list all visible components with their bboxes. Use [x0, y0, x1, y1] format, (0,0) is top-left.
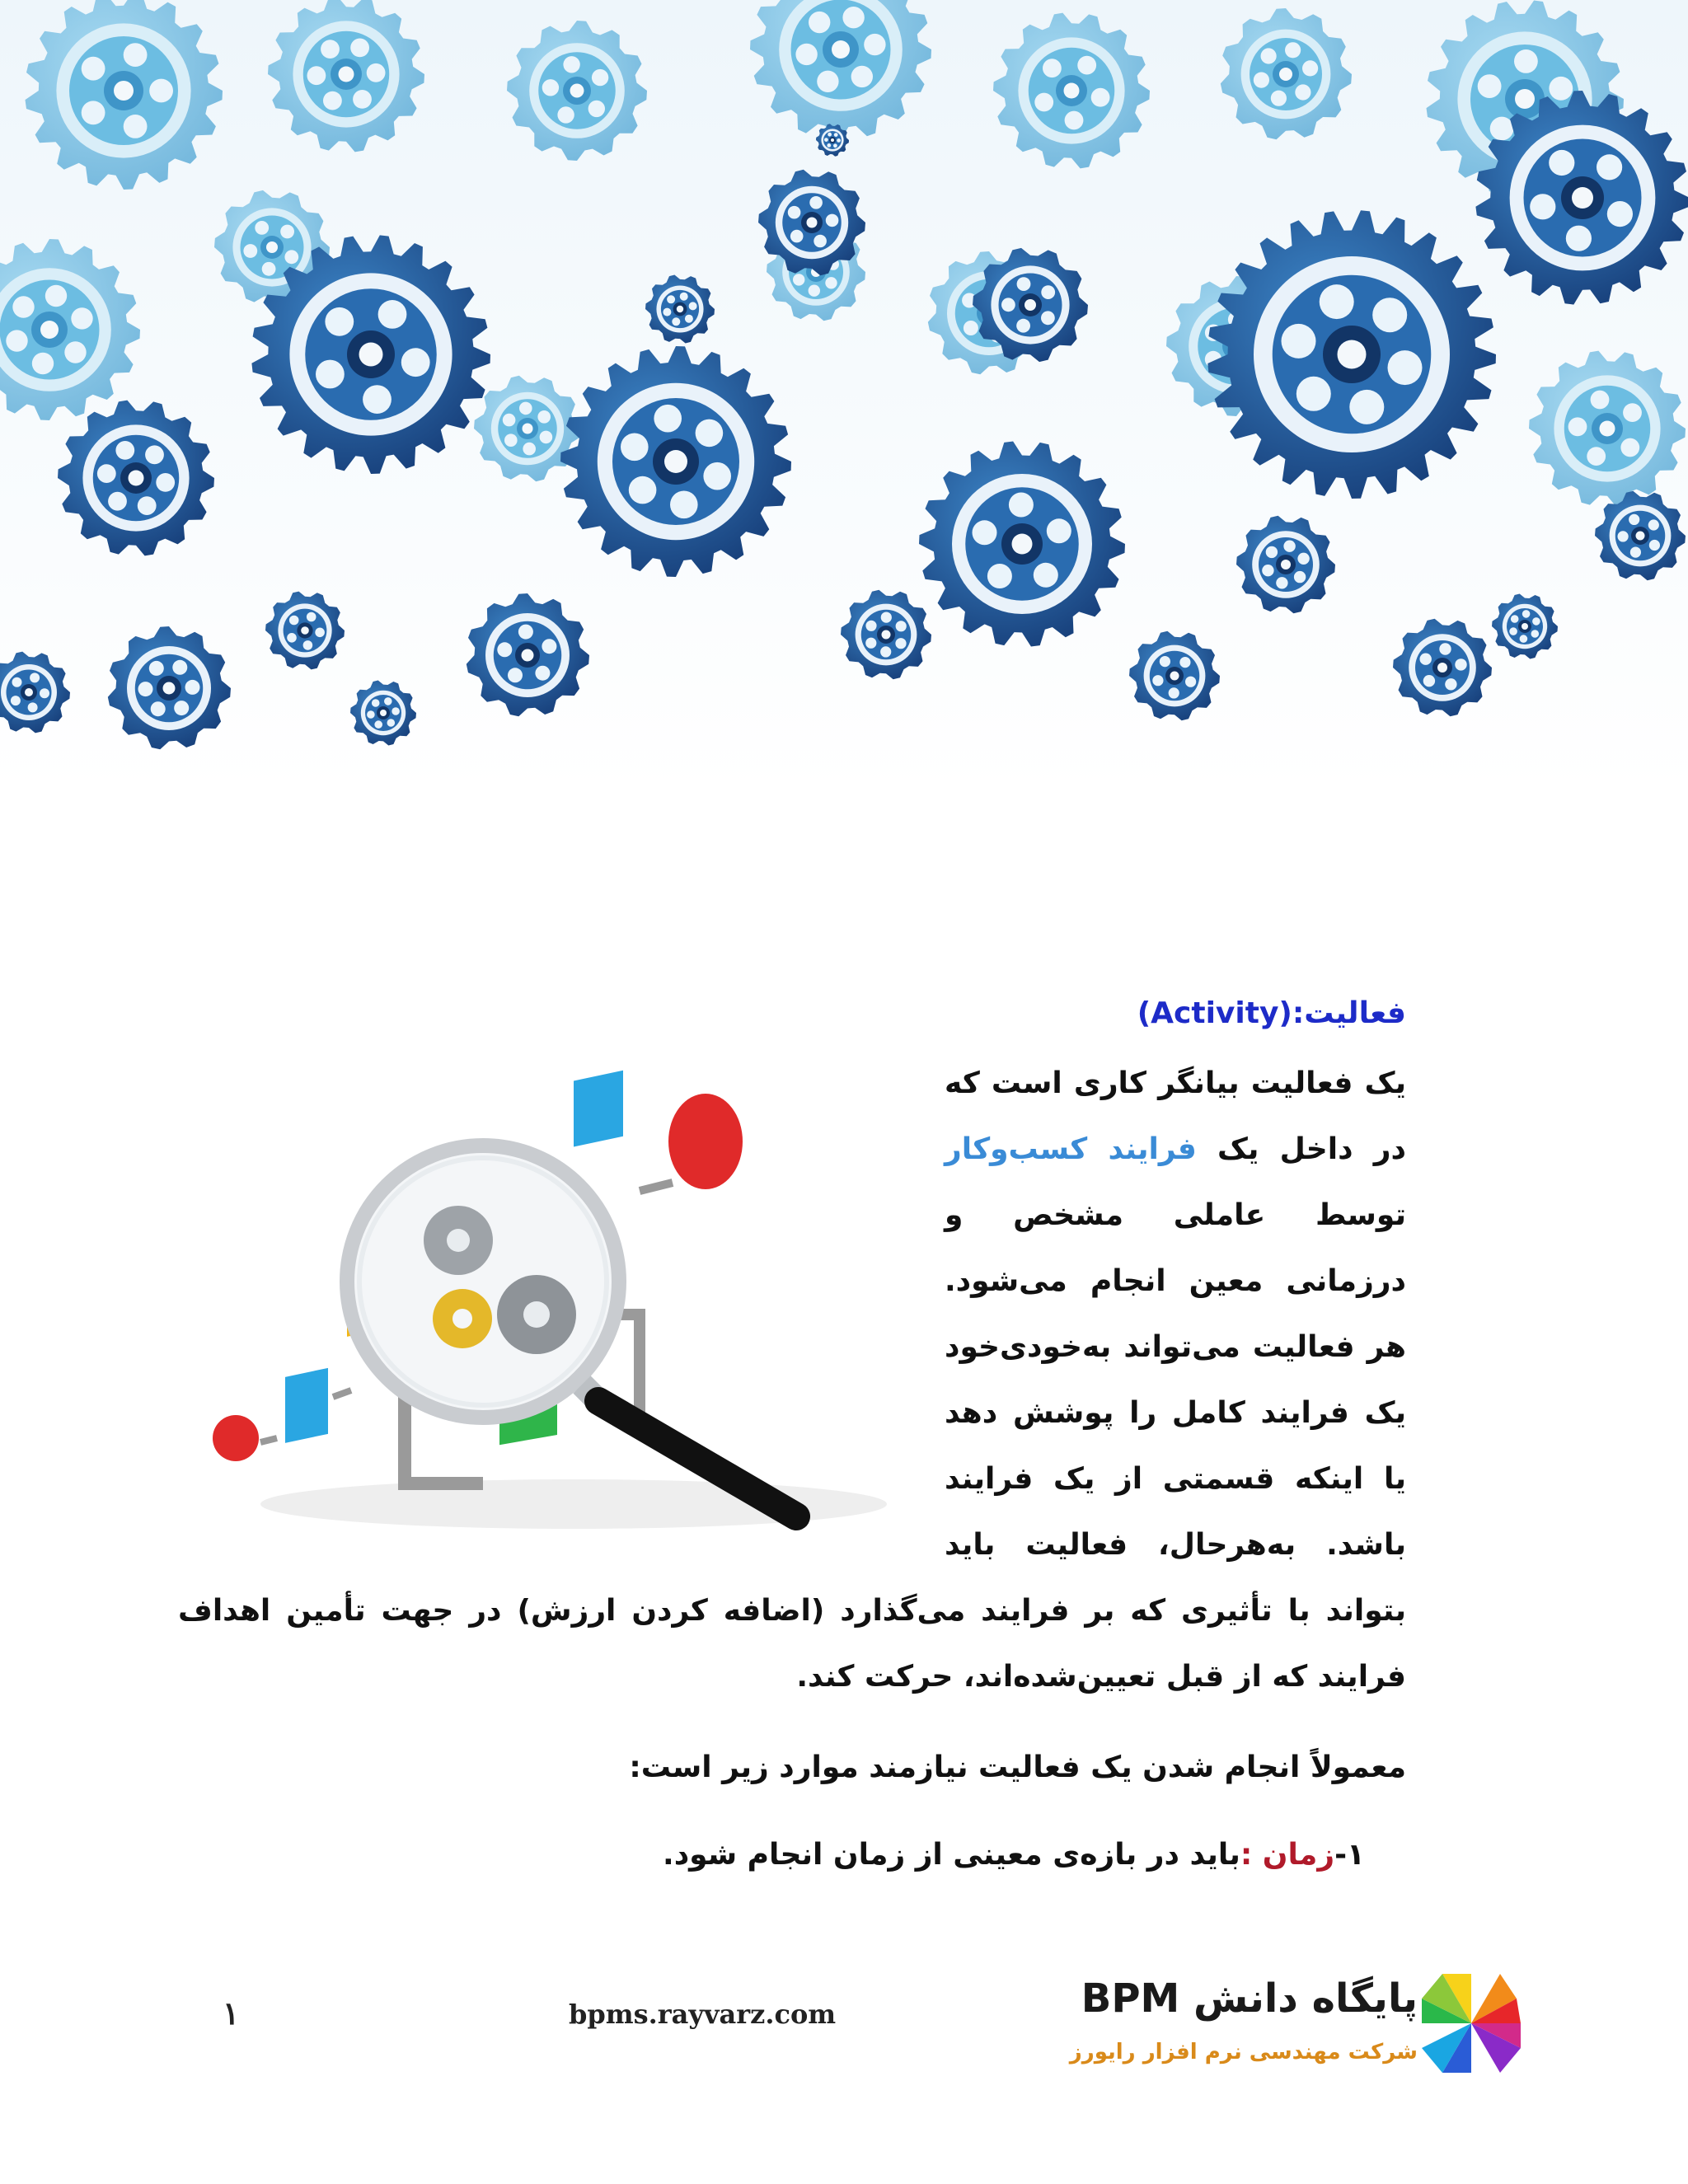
- gears-banner: [0, 0, 1688, 791]
- bpm-knowledge-base-logo: [1069, 1966, 1525, 2122]
- paragraph-text-2: توسط عاملی مشخص و درزمانی معین انجام می‌شود. هر فعالیت می‌تواند به‌خودی‌خود یک فرایند کامل را پوشش دهد یا اینکه قسمتی از یک فرایند باشد. به‌هرحال، فعالیت باید بتواند با تأثیری که بر فرایند می‌گذارد (اضافه کردن ارزش) در جهت تأمین اهداف فرایند که از قبل تعیین‌شده‌اند، حرکت کند.: [178, 1198, 1406, 1694]
- requirement-item-time: [178, 1822, 1365, 1888]
- gears-illustration: [0, 0, 1688, 791]
- item-term: زمان :: [1240, 1838, 1335, 1872]
- article: [178, 985, 1406, 1888]
- paragraph-text-1: یک فعالیت بیانگر کاری است که در داخل یک: [945, 1066, 1406, 1166]
- business-process-link[interactable]: فرایند کسب‌وکار: [945, 1132, 1197, 1166]
- logo-title: پایگاه دانش BPM: [1081, 1975, 1418, 2022]
- magnifier-process-illustration: [211, 1067, 936, 1537]
- item-number: ۱-: [1334, 1838, 1365, 1872]
- logo-subtitle: شرکت مهندسی نرم افزار رایورز: [1069, 2040, 1418, 2064]
- pinwheel-logo-icon: [1418, 1966, 1525, 2097]
- site-url[interactable]: bpms.rayvarz.com: [569, 1999, 837, 2030]
- requirements-intro: معمولاً انجام شدن یک فعالیت نیازمند موارد زیر است:: [629, 1750, 1406, 1784]
- section-heading: فعالیت:(Activity): [1137, 996, 1406, 1030]
- item-text: باید در بازه‌ی معینی از زمان انجام شود.: [663, 1838, 1240, 1872]
- page-number: ۱: [223, 1994, 240, 2032]
